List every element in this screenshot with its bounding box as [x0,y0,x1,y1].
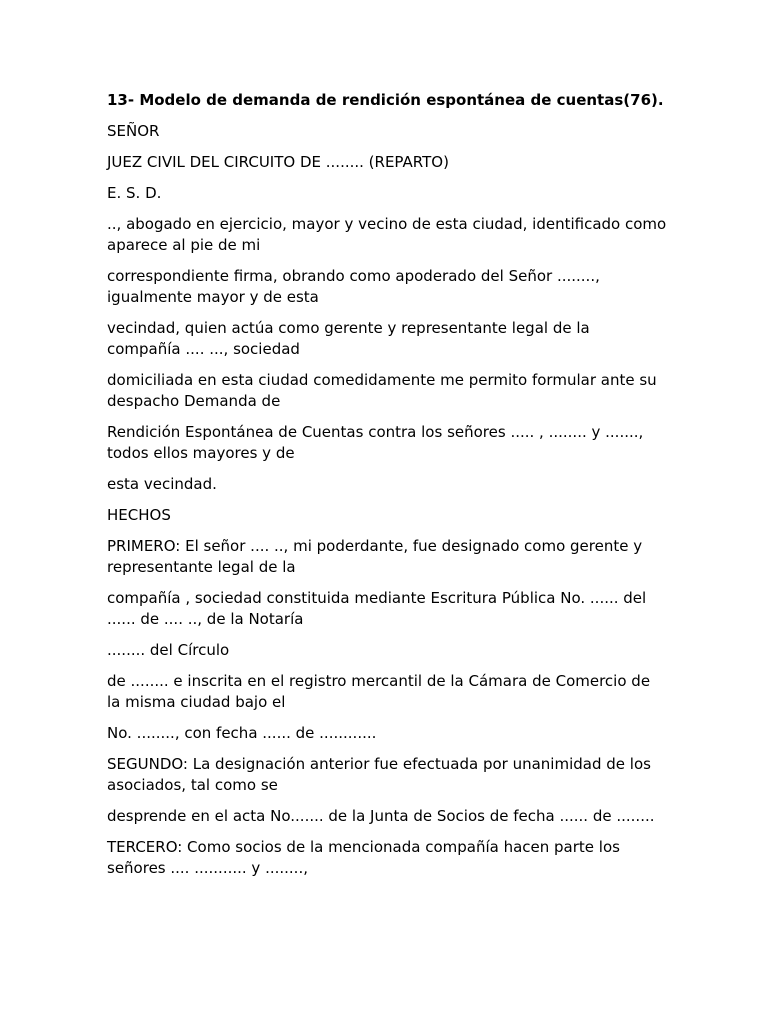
section-heading-hechos: HECHOS [107,506,171,524]
esd-line: E. S. D. [107,184,162,202]
court-line: JUEZ CIVIL DEL CIRCUITO DE ........ (REPARTO) [107,153,449,171]
paragraph: .., abogado en ejercicio, mayor y vecino de esta ciudad, identificado como aparece al pie de mi [107,215,667,254]
paragraph: desprende en el acta No....... de la Junta de Socios de fecha ...... de ........ [107,807,655,825]
paragraph: Rendición Espontánea de Cuentas contra los señores ..... , ........ y ......., todos ellos mayores y de [107,423,644,462]
paragraph: No. ........, con fecha ...... de ............ [107,724,377,742]
paragraph: de ........ e inscrita en el registro mercantil de la Cámara de Comercio de la misma ciudad bajo el [107,672,651,711]
paragraph-segundo: SEGUNDO: La designación anterior fue efectuada por unanimidad de los asociados, tal como se [107,755,651,794]
document-title: 13- Modelo de demanda de rendición espontánea de cuentas(76). [107,91,664,109]
paragraph-tercero: TERCERO: Como socios de la mencionada compañía hacen parte los señores .... ........... y ........, [107,838,620,877]
paragraph: vecindad, quien actúa como gerente y representante legal de la compañía .... ..., sociedad [107,319,590,358]
paragraph: ........ del Círculo [107,641,230,659]
paragraph: compañía , sociedad constituida mediante Escritura Pública No. ...... del ...... de .... .., de la Notaría [107,589,647,628]
addressee-line: SEÑOR [107,122,160,140]
paragraph: domiciliada en esta ciudad comedidamente me permito formular ante su despacho Demanda de [107,371,657,410]
paragraph: esta vecindad. [107,475,217,493]
document-page [107,90,667,889]
paragraph: correspondiente firma, obrando como apoderado del Señor ........, igualmente mayor y de esta [107,267,600,306]
paragraph-primero: PRIMERO: El señor .... .., mi poderdante, fue designado como gerente y representante legal de la [107,537,643,576]
